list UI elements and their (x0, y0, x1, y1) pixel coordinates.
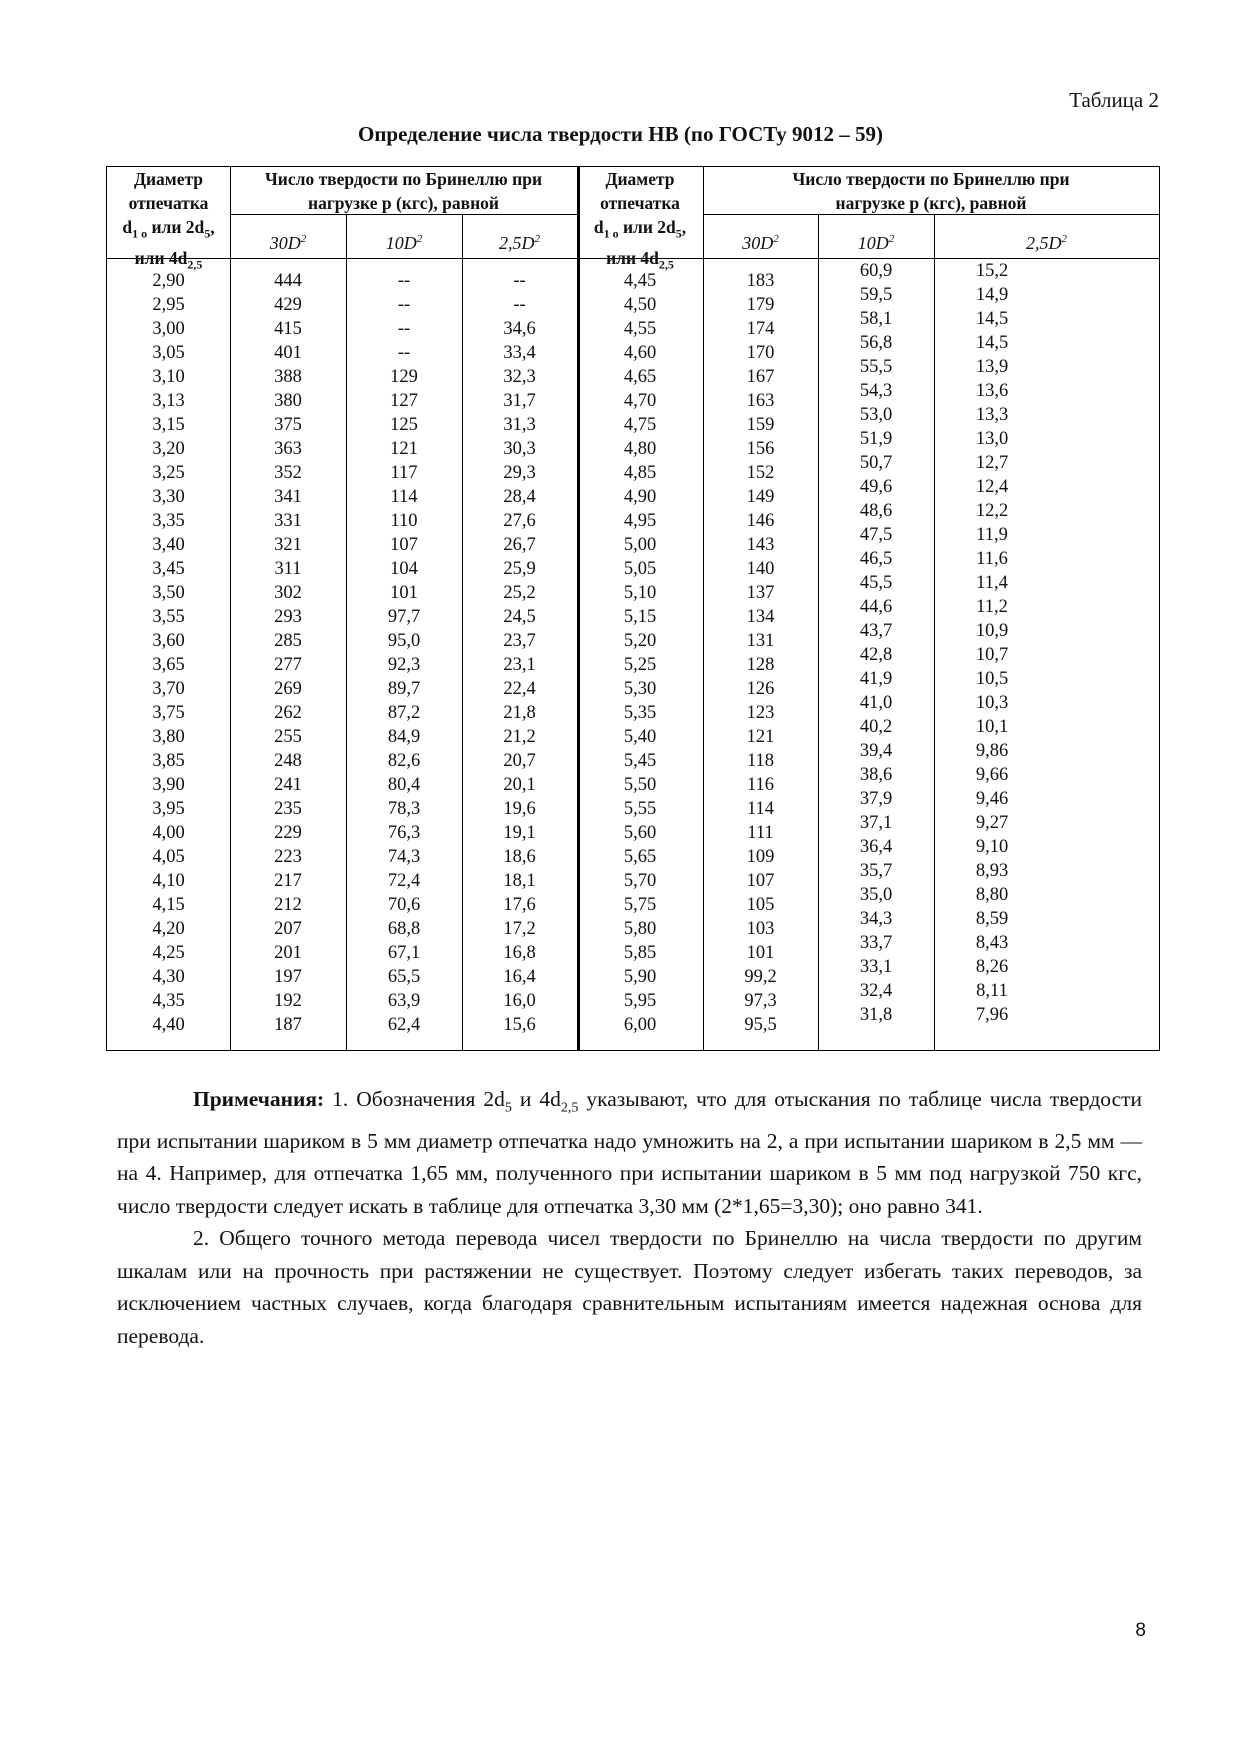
right-diameter-column (577, 269, 703, 1037)
table-cell: 293 (274, 607, 302, 627)
table-cell: 107 (390, 535, 418, 555)
hardness-table (106, 166, 1160, 1051)
table-cell: 18,6 (503, 847, 536, 867)
table-cell: 3,50 (152, 583, 185, 603)
table-cell: 149 (746, 487, 775, 507)
note-1: Примечания: 1. Обозначения $2d_5$ и $4d_{2,5}$ указывают, что для отыскания по таблице числа твердости при испытании шариком в 5 мм диаметр отпечатка надо умножить на 2, а при испытании шариком в 2,5 мм — на 4. Например, для отпечатка 1,65 мм, полученного при испытании шариком в 5 мм под нагрузкой 750 кгс, число твердости следует искать в таблице для отпечатка 3,30 мм (2*1,65=3,30); оно равно 341. (117, 1087, 1143, 1218)
table-cell: 23,7 (503, 631, 536, 651)
table-cell: 352 (274, 463, 302, 483)
table-cell: 5,85 (623, 943, 657, 963)
table-cell: 32,4 (859, 981, 893, 1001)
table-cell: 140 (746, 559, 775, 579)
table-cell: 126 (746, 679, 775, 699)
table-cell: 11,9 (976, 525, 1008, 545)
table-cell: 33,7 (859, 933, 893, 953)
page-title: Определение числа твердости НВ (по ГОСТу 9012 – 59) (358, 122, 883, 146)
table-cell: 5,10 (623, 583, 657, 603)
table-cell: 109 (746, 847, 775, 867)
table-cell: 10,1 (975, 717, 1009, 737)
table-cell: 101 (746, 943, 775, 963)
table-cell: 7,96 (975, 1005, 1009, 1025)
table-cell: 65,5 (387, 967, 421, 987)
table-cell: 17,6 (503, 895, 536, 915)
table-cell: 429 (274, 295, 302, 315)
table-cell: 192 (274, 991, 302, 1011)
table-cell: 30,3 (503, 439, 536, 459)
table-cell: 105 (746, 895, 775, 915)
table-cell: 3,13 (152, 391, 185, 411)
table-cell: 235 (274, 799, 302, 819)
table-cell: 223 (274, 847, 302, 867)
table-cell: 174 (746, 319, 775, 339)
table-cell: 3,45 (152, 559, 185, 579)
table-cell: 10,7 (975, 645, 1009, 665)
table-cell: 4,65 (623, 367, 657, 387)
table-cell: 277 (274, 655, 302, 675)
table-cell: 97,3 (744, 991, 777, 1011)
table-cell: 37,1 (859, 813, 893, 833)
table-cell: 207 (274, 919, 302, 939)
right-hb-30d2-column (703, 269, 818, 1037)
table-cell: 341 (274, 487, 302, 507)
table-cell: 5,20 (623, 631, 657, 651)
table-cell: 101 (390, 583, 418, 603)
table-cell: 4,00 (152, 823, 185, 843)
table-cell: 3,60 (152, 631, 185, 651)
table-cell: 97,7 (387, 607, 421, 627)
table-cell: 444 (274, 271, 302, 291)
table-cell: 16,4 (503, 967, 536, 987)
table-cell: 152 (746, 463, 775, 483)
left-hb-30d2-column (230, 269, 346, 1037)
table-cell: 229 (274, 823, 302, 843)
table-cell: 415 (274, 319, 302, 339)
load-30d2-header: $30D^2$ (269, 233, 307, 253)
table-cell: 6,00 (623, 1015, 657, 1035)
table-cell: 170 (746, 343, 775, 363)
table-cell: 68,8 (387, 919, 421, 939)
table-cell: 8,43 (975, 933, 1009, 953)
table-cell: 111 (747, 823, 774, 843)
diameter-column-header: Диаметр отпечатка $d_{1 о}$ или $2d_5$, или $4d_{2,5}$ (122, 169, 215, 271)
table-cell: 4,50 (623, 295, 657, 315)
table-cell: 8,11 (976, 981, 1008, 1001)
table-cell: 14,9 (975, 285, 1009, 305)
table-cell: 59,5 (859, 285, 893, 305)
table-cell: 128 (746, 655, 775, 675)
table-cell: 4,75 (623, 415, 657, 435)
table-label: Таблица 2 (1069, 88, 1159, 112)
table-cell: 38,6 (859, 765, 893, 785)
load-25d2-header: $2,5D^2$ (499, 233, 540, 253)
table-cell: 3,90 (152, 775, 185, 795)
table-cell: 127 (390, 391, 418, 411)
hardness-column-header: Число твердости по Бринеллю при нагрузке р (кгс), равной (264, 169, 543, 213)
table-cell: 5,95 (623, 991, 657, 1011)
notes-label: Примечания: (193, 1087, 325, 1111)
table-cell: 62,4 (387, 1015, 421, 1035)
table-cell: 41,9 (859, 669, 893, 689)
table-cell: 72,4 (387, 871, 421, 891)
table-cell: 24,5 (503, 607, 536, 627)
table-cell: 4,55 (623, 319, 657, 339)
table-cell: 125 (390, 415, 418, 435)
table-cell: 3,95 (152, 799, 185, 819)
load-10d2-header: $10D^2$ (857, 233, 895, 253)
table-cell: 5,00 (623, 535, 657, 555)
table-cell: 129 (390, 367, 418, 387)
table-cell: 31,7 (503, 391, 536, 411)
table-cell: 95,0 (387, 631, 421, 651)
table-cell: 146 (746, 511, 775, 531)
table-cell: 375 (274, 415, 302, 435)
table-cell: 3,35 (152, 511, 185, 531)
table-cell: 121 (746, 727, 775, 747)
table-cell: 21,2 (503, 727, 536, 747)
table-cell: 137 (746, 583, 775, 603)
table-cell: 3,10 (152, 367, 185, 387)
table-cell: 12,4 (975, 477, 1009, 497)
table-cell: 9,46 (975, 789, 1009, 809)
table-cell: 255 (274, 727, 302, 747)
table-cell: 103 (746, 919, 775, 939)
table-cell: 159 (746, 415, 775, 435)
table-cell: 78,3 (387, 799, 421, 819)
table-cell: 3,55 (152, 607, 185, 627)
table-cell: 123 (746, 703, 775, 723)
table-cell: 5,55 (623, 799, 657, 819)
table-cell: 9,27 (975, 813, 1009, 833)
table-cell: 14,5 (975, 309, 1009, 329)
table-cell: 3,40 (152, 535, 185, 555)
table-cell: 87,2 (387, 703, 421, 723)
table-cell: 3,30 (152, 487, 185, 507)
table-cell: 5,70 (623, 871, 657, 891)
table-cell: 248 (274, 751, 302, 771)
table-cell: 39,4 (859, 741, 893, 761)
table-cell: 19,1 (503, 823, 536, 843)
table-cell: -- (397, 271, 411, 291)
table-cell: 76,3 (387, 823, 421, 843)
table-cell: 48,6 (859, 501, 893, 521)
table-cell: 33,1 (859, 957, 893, 977)
table-cell: 3,70 (152, 679, 185, 699)
table-cell: 3,05 (152, 343, 185, 363)
table-cell: 31,3 (503, 415, 536, 435)
table-cell: 45,5 (859, 573, 893, 593)
table-cell: 4,85 (623, 463, 657, 483)
table-cell: 46,5 (859, 549, 893, 569)
table-cell: 104 (390, 559, 418, 579)
table-cell: 134 (746, 607, 775, 627)
table-cell: 26,7 (503, 535, 536, 555)
table-cell: 60,9 (859, 261, 893, 281)
table-cell: 212 (274, 895, 302, 915)
table-cell: 41,0 (859, 693, 893, 713)
table-cell: 49,6 (859, 477, 893, 497)
table-cell: 114 (390, 487, 418, 507)
table-cell: 131 (746, 631, 775, 651)
table-cell: 34,3 (859, 909, 893, 929)
table-cell: 4,40 (152, 1015, 185, 1035)
table-cell: 241 (274, 775, 302, 795)
table-cell: 42,8 (859, 645, 893, 665)
table-cell: 302 (274, 583, 302, 603)
table-cell: 8,59 (975, 909, 1009, 929)
left-hb-10d2-column (346, 269, 462, 1037)
table-cell: 269 (274, 679, 302, 699)
table-cell: 156 (746, 439, 775, 459)
left-diameter-column (107, 269, 230, 1037)
table-cell: 11,2 (976, 597, 1008, 617)
table-cell: 82,6 (387, 751, 421, 771)
table-cell: 4,25 (152, 943, 185, 963)
table-cell: 8,80 (975, 885, 1009, 905)
table-cell: 35,0 (859, 885, 893, 905)
table-cell: 27,6 (503, 511, 536, 531)
table-cell: 3,85 (152, 751, 185, 771)
right-hb-25d2-column (934, 259, 1050, 1027)
table-cell: 15,2 (975, 261, 1009, 281)
table-cell: 37,9 (859, 789, 893, 809)
table-cell: 167 (746, 367, 775, 387)
load-30d2-header: $30D^2$ (742, 233, 779, 253)
table-cell: 17,2 (503, 919, 536, 939)
table-cell: 116 (746, 775, 775, 795)
table-cell: 51,9 (859, 429, 893, 449)
left-hb-25d2-column (462, 269, 577, 1037)
table-cell: 321 (274, 535, 302, 555)
table-cell: 10,3 (975, 693, 1009, 713)
table-cell: 54,3 (859, 381, 893, 401)
table-cell: 4,80 (623, 439, 657, 459)
table-cell: 114 (746, 799, 775, 819)
table-cell: 34,6 (503, 319, 536, 339)
table-cell: 47,5 (859, 525, 893, 545)
table-cell: 18,1 (503, 871, 536, 891)
table-cell: 22,4 (503, 679, 536, 699)
table-cell: 95,5 (744, 1015, 777, 1035)
table-cell: -- (513, 295, 526, 315)
table-cell: 183 (746, 271, 775, 291)
table-cell: 5,75 (623, 895, 657, 915)
table-cell: 12,7 (975, 453, 1009, 473)
table-cell: 9,66 (975, 765, 1009, 785)
table-cell: 84,9 (387, 727, 421, 747)
page-number: 8 (1135, 1620, 1146, 1641)
table-cell: 262 (274, 703, 302, 723)
table-cell: 11,4 (976, 573, 1008, 593)
table-cell: 13,9 (975, 357, 1009, 377)
table-cell: 25,2 (503, 583, 536, 603)
table-cell: 4,60 (623, 343, 657, 363)
table-cell: 5,35 (623, 703, 657, 723)
table-cell: 50,7 (859, 453, 893, 473)
table-cell: 4,10 (152, 871, 185, 891)
table-cell: 401 (274, 343, 302, 363)
table-cell: 16,8 (503, 943, 536, 963)
table-cell: 56,8 (859, 333, 893, 353)
table-cell: 33,4 (503, 343, 536, 363)
table-cell: 8,93 (975, 861, 1009, 881)
table-cell: 3,65 (152, 655, 185, 675)
table-cell: 55,5 (859, 357, 893, 377)
table-cell: 20,1 (503, 775, 536, 795)
table-cell: 4,95 (623, 511, 657, 531)
table-cell: 13,6 (975, 381, 1009, 401)
table-cell: -- (513, 271, 526, 291)
table-cell: 5,80 (623, 919, 657, 939)
table-cell: 5,45 (623, 751, 657, 771)
table-cell: 20,7 (503, 751, 536, 771)
table-cell: -- (397, 319, 411, 339)
table-cell: 5,65 (623, 847, 657, 867)
table-cell: 3,00 (152, 319, 185, 339)
table-cell: 179 (746, 295, 775, 315)
table-cell: 4,15 (152, 895, 185, 915)
table-cell: 29,3 (503, 463, 536, 483)
table-cell: 3,75 (152, 703, 185, 723)
table-cell: 67,1 (387, 943, 421, 963)
table-cell: 121 (390, 439, 418, 459)
table-cell: 217 (274, 871, 302, 891)
table-cell: 5,15 (623, 607, 657, 627)
table-cell: 43,7 (859, 621, 893, 641)
table-cell: 8,26 (975, 957, 1009, 977)
table-cell: 16,0 (503, 991, 536, 1011)
table-cell: 5,25 (623, 655, 657, 675)
table-cell: 99,2 (744, 967, 777, 987)
table-cell: 4,35 (152, 991, 185, 1011)
table-cell: 3,20 (152, 439, 185, 459)
table-cell: 13,3 (975, 405, 1009, 425)
table-cell: 5,30 (623, 679, 657, 699)
table-cell: 25,9 (503, 559, 536, 579)
table-cell: 3,80 (152, 727, 185, 747)
table-cell: 23,1 (503, 655, 536, 675)
table-cell: 9,10 (975, 837, 1009, 857)
table-cell: 19,6 (503, 799, 536, 819)
table-cell: -- (397, 343, 411, 363)
table-cell: 4,45 (623, 271, 657, 291)
table-cell: 143 (746, 535, 775, 555)
table-cell: 118 (746, 751, 775, 771)
table-cell: 187 (274, 1015, 302, 1035)
table-cell: 28,4 (503, 487, 536, 507)
table-cell: 53,0 (859, 405, 893, 425)
table-cell: 80,4 (387, 775, 421, 795)
table-cell: 13,0 (975, 429, 1009, 449)
table-cell: 74,3 (387, 847, 421, 867)
table-cell: 197 (274, 967, 302, 987)
table-cell: 3,15 (152, 415, 185, 435)
table-cell: 5,05 (623, 559, 657, 579)
note-2: 2. Общего точного метода перевода чисел твердости по Бринеллю на числа твердости по другим шкалам или на прочность при растяжении не существует. Поэтому следует избегать таких переводов, за исключением частных случаев, когда благодаря сравнительным испытаниям имеется надежная основа для перевода. (117, 1226, 1142, 1348)
hardness-column-header: Число твердости по Бринеллю при нагрузке р (кгс), равной (792, 169, 1070, 213)
table-cell: 5,50 (623, 775, 657, 795)
load-25d2-header: $2,5D^2$ (1026, 233, 1067, 253)
table-cell: 15,6 (503, 1015, 536, 1035)
table-cell: 63,9 (387, 991, 421, 1011)
table-cell: 285 (274, 631, 302, 651)
table-cell: 58,1 (859, 309, 893, 329)
table-cell: 2,95 (152, 295, 185, 315)
right-hb-10d2-column (818, 259, 934, 1027)
table-cell: 5,40 (623, 727, 657, 747)
table-cell: 40,2 (859, 717, 893, 737)
table-cell: 10,5 (975, 669, 1009, 689)
table-cell: 4,70 (623, 391, 657, 411)
table-cell: 388 (274, 367, 302, 387)
table-cell: 4,30 (152, 967, 185, 987)
table-cell: 4,20 (152, 919, 185, 939)
table-cell: 31,8 (859, 1005, 893, 1025)
table-cell: 5,90 (623, 967, 657, 987)
table-cell: 44,6 (859, 597, 893, 617)
table-cell: 10,9 (975, 621, 1009, 641)
table-cell: 14,5 (975, 333, 1009, 353)
table-cell: 12,2 (975, 501, 1009, 521)
table-cell: 36,4 (859, 837, 893, 857)
table-cell: 4,90 (623, 487, 657, 507)
table-cell: 2,90 (152, 271, 185, 291)
table-cell: 35,7 (859, 861, 893, 881)
load-10d2-header: $10D^2$ (385, 233, 423, 253)
table-cell: 32,3 (503, 367, 536, 387)
table-cell: 92,3 (387, 655, 421, 675)
table-cell: 21,8 (503, 703, 536, 723)
table-cell: 331 (274, 511, 302, 531)
diameter-column-header: Диаметр отпечатка $d_{1 о}$ или $2d_5$, или $4d_{2,5}$ (593, 169, 687, 271)
table-cell: 9,86 (975, 741, 1009, 761)
table-cell: 163 (746, 391, 775, 411)
table-cell: 380 (274, 391, 302, 411)
table-cell: 110 (390, 511, 418, 531)
table-cell: 11,6 (976, 549, 1008, 569)
table-cell: 70,6 (387, 895, 421, 915)
table-cell: 5,60 (623, 823, 657, 843)
table-cell: 4,05 (152, 847, 185, 867)
table-cell: 311 (274, 559, 302, 579)
table-cell: 89,7 (387, 679, 421, 699)
table-cell: 117 (390, 463, 418, 483)
table-cell: 3,25 (152, 463, 185, 483)
notes-section (117, 1083, 1142, 1352)
table-cell: -- (397, 295, 411, 315)
table-cell: 201 (274, 943, 302, 963)
table-cell: 107 (746, 871, 775, 891)
table-cell: 363 (274, 439, 302, 459)
